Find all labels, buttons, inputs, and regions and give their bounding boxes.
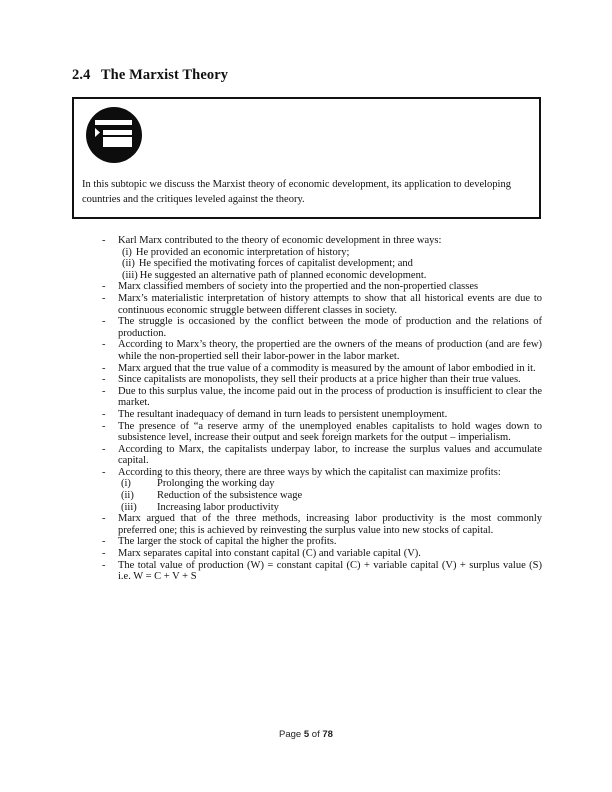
list-item-text: Due to this surplus value, the income paid out in the process of production is insufficient to clear the market. [118,385,542,409]
bullet-dash: - [102,339,106,351]
list-item [98,421,542,444]
current-page-number: 5 [303,729,310,740]
list-item-text: Marx separates capital into constant capital (C) and variable capital (V). [118,548,421,560]
bullet-dash: - [102,548,106,560]
list-item [98,316,542,339]
sub-list-item [98,270,542,282]
bullet-dash: - [102,235,106,246]
list-item [98,444,542,467]
list-item [98,339,542,362]
list-item-text: Marx classified members of society into the propertied and the non-propertied classes [118,281,479,293]
list-item [98,536,542,548]
sub-list-item-text: He specified the motivating forces of capitalist development; and [138,258,413,270]
section-heading [72,67,228,84]
list-item [98,386,542,409]
bullet-dash: - [102,385,106,397]
list-item-text: Since capitalists are monopolists, they sell their products at a price higher than their true values. [118,374,521,386]
roman-numeral: (ii) [121,490,134,502]
bullet-dash: - [102,536,106,548]
bullet-dash: - [102,374,106,386]
sub-list-item-text: He suggested an alternative path of planned economic development. [139,269,427,281]
bullet-dash: - [102,281,106,293]
list-item-text: Marx argued that the true value of a commodity is measured by the amount of labor embodied in it. [118,362,536,374]
list-item [98,374,542,386]
sub-list-item [98,478,542,490]
list-item-text: According to this theory, there are three ways by which the capitalist can maximize profits: [118,466,501,478]
list-item-text: The struggle is occasioned by the conflict between the mode of production and the relations of production. [118,316,542,339]
bullet-list [98,235,542,583]
sub-list-item-text: He provided an economic interpretation of history; [135,246,350,258]
page-footer [0,729,612,740]
list-item-text: Marx’s materialistic interpretation of history attempts to show that all historical events are due to continuous economic struggle between different classes in society. [118,292,542,316]
bullet-dash: - [102,316,106,328]
bullet-dash: - [102,420,106,432]
bullet-dash: - [102,362,106,374]
bullet-dash: - [102,559,106,571]
list-item-text: The larger the stock of capital the higher the profits. [118,536,337,548]
list-item [98,281,542,293]
total-pages-number: 78 [322,729,333,740]
page-of-label: of [311,729,320,740]
sub-list-item-text: Increasing labor productivity [157,501,279,513]
sub-list-item [98,502,542,514]
sub-list-item-text: Prolonging the working day [157,478,275,490]
sub-list-item [98,490,542,502]
bullet-dash: - [102,466,106,478]
page-label: Page [279,729,302,740]
roman-numeral: (iii) [122,269,138,281]
list-item [98,560,542,583]
list-item-text: The presence of “a reserve army of the unemployed enables capitalists to hold wages down to subsistence level, increase their output and seek foreign markets for the output – imperialism. [118,420,542,444]
roman-numeral: (i) [122,246,132,258]
bullet-dash: - [102,292,106,304]
list-item [98,548,542,560]
list-item [98,293,542,316]
list-item-text: Marx argued that of the three methods, increasing labor productivity is the most commonly preferred one; this is achieved by reinvesting the surplus value into new stocks of capital. [118,513,542,536]
section-number: 2.4 [72,67,91,83]
list-item [98,235,542,247]
list-item-text: The resultant inadequacy of demand in turn leads to persistent unemployment. [118,408,448,420]
list-item [98,467,542,479]
list-item-text: According to Marx, the capitalists underpay labor, to increase the surplus values and accumulate capital. [118,443,542,467]
list-item-text: Karl Marx contributed to the theory of economic development in three ways: [118,235,442,246]
list-item [98,513,542,536]
roman-numeral: (ii) [122,258,135,270]
sub-list-item [98,247,542,259]
bullet-dash: - [102,513,106,525]
section-title: The Marxist Theory [100,67,229,83]
roman-numeral: (i) [121,478,131,490]
intro-box [72,97,541,219]
bullet-dash: - [102,408,106,420]
list-item-text: The total value of production (W) = constant capital (C) + variable capital (V) + surplus value (S) i.e. W = C + V + S [118,559,542,583]
roman-numeral: (iii) [121,501,137,513]
sub-list-item-text: Reduction of the subsistence wage [157,490,303,502]
list-item-text: According to Marx’s theory, the propertied are the owners of the means of production (and are few) while the non-propertied sell their labor-power in the labor market. [118,339,542,362]
list-bullets-icon [85,106,143,164]
list-item [98,363,542,375]
bullet-dash: - [102,443,106,455]
intro-text: In this subtopic we discuss the Marxist theory of economic development, its application to developing countries and the critiques leveled against the theory. [82,179,511,205]
list-item [98,409,542,421]
sub-list-item [98,258,542,270]
